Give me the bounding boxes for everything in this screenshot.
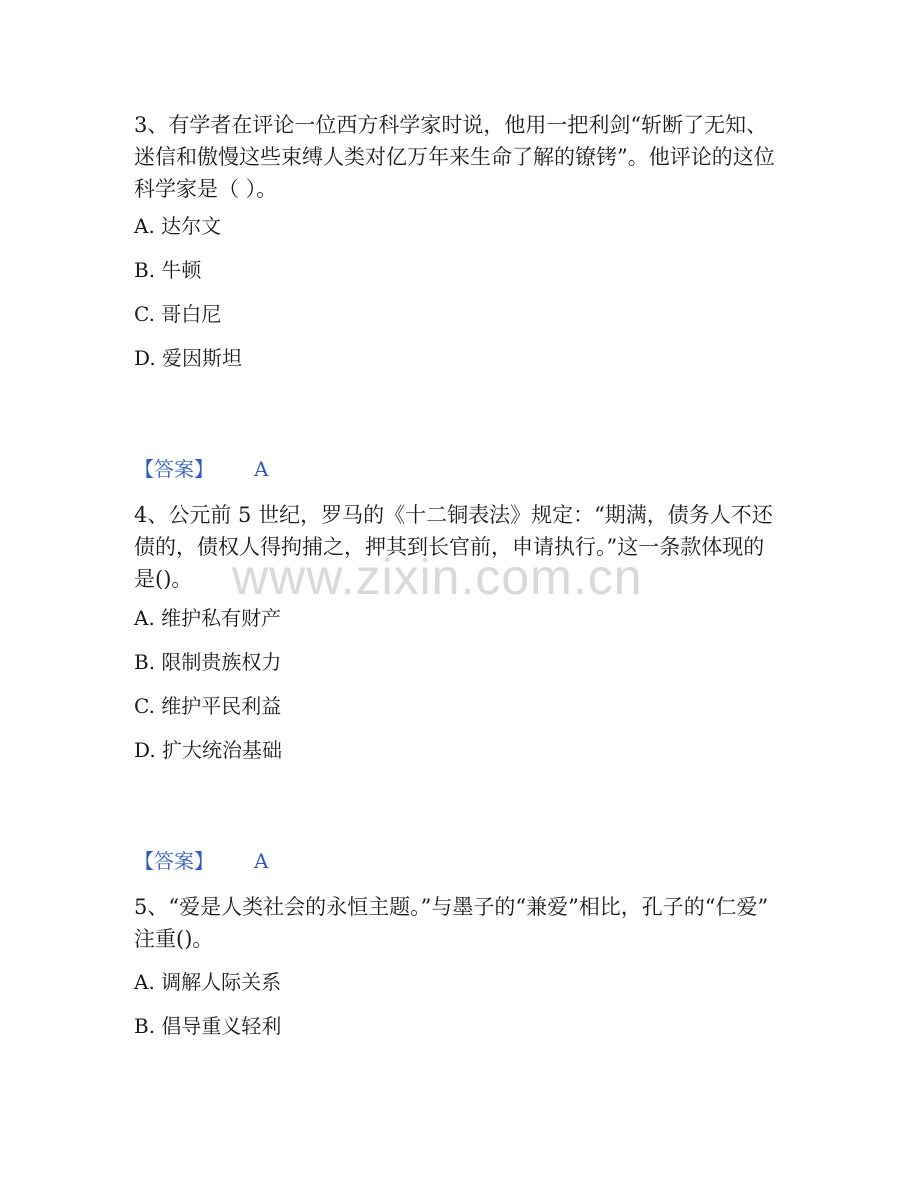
answer-value: A (254, 457, 269, 481)
question-3-option-c: C. 哥白尼 (134, 302, 222, 326)
question-5-line-1: 5、“爱是人类社会的永恒主题。”与墨子的“兼爱”相比，孔子的“仁爱” (134, 895, 769, 919)
question-3-line-3: 科学家是（ ）。 (134, 177, 278, 201)
question-3-option-a: A. 达尔文 (134, 214, 222, 238)
question-3-line-2: 迷信和傲慢这些束缚人类对亿万年来生命了解的镣铐”。他评论的这位 (134, 145, 775, 169)
answer-value: A (254, 849, 269, 873)
question-4-answer (134, 846, 268, 876)
question-3-option-d: D. 爱因斯坦 (134, 346, 243, 370)
answer-label: 【答案】 (134, 849, 214, 873)
question-3-line-1: 3、有学者在评论一位西方科学家时说，他用一把利剑“斩断了无知、 (134, 113, 768, 137)
question-3-option-b: B. 牛顿 (134, 258, 202, 282)
question-4-line-3: 是()。 (134, 567, 193, 591)
question-4-option-c: C. 维护平民利益 (134, 694, 282, 718)
question-4-line-1: 4、公元前 5 世纪，罗马的《十二铜表法》规定：“期满，债务人不还 (134, 503, 773, 527)
question-4-line-2: 债的，债权人得拘捕之，押其到长官前，申请执行。”这一条款体现的 (134, 535, 765, 559)
question-3-answer (134, 454, 268, 484)
watermark: www.zixin.com.cn (232, 549, 643, 605)
question-5-option-b: B. 倡导重义轻利 (134, 1014, 282, 1038)
answer-label: 【答案】 (134, 457, 214, 481)
question-5-option-a: A. 调解人际关系 (134, 970, 282, 994)
question-4-option-d: D. 扩大统治基础 (134, 738, 283, 762)
question-4-option-b: B. 限制贵族权力 (134, 650, 282, 674)
question-4-option-a: A. 维护私有财产 (134, 606, 282, 630)
question-5-line-2: 注重()。 (134, 927, 214, 951)
